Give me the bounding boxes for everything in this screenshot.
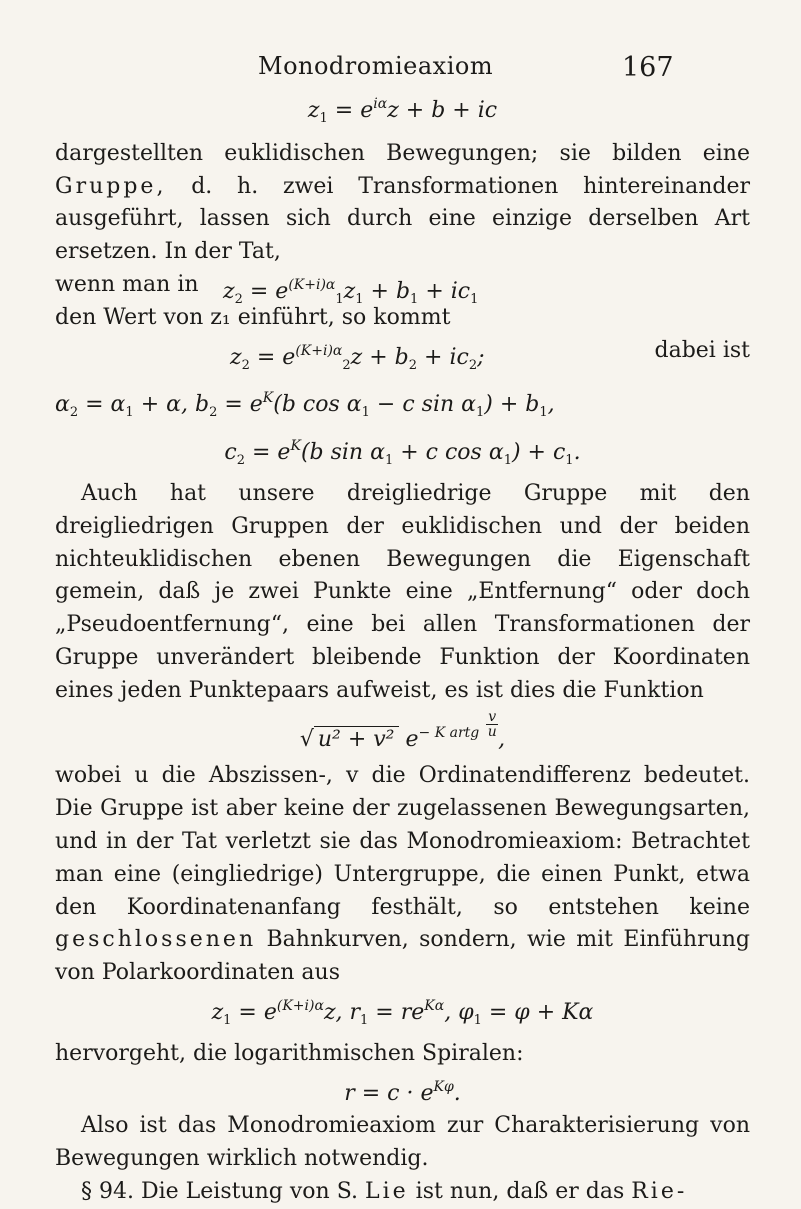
equation-z2-result: $z_2 = e^{(K+i)\alpha}_2z + b_2 + ic_2$; xyxy=(230,342,485,373)
equation-z2-substitution: $z_2 = e^{(K+i)\alpha}_1z_1 + b_1 + ic_1$ xyxy=(223,276,479,307)
equation-distance-function: √ u² + v² $e^{- K artg}$ $\frac{v}{u}$, xyxy=(299,708,506,752)
equation-c2: $c_2 = e^K(b$ $\sin \alpha_1 + c$ $\cos \alpha_1) + c_1$. xyxy=(224,438,581,469)
paragraph-2: Auch hat unsere dreigliedrige Gruppe mit den dreigliedrigen Gruppen der euklidischen und der beiden nichteuklidischen ebenen Bewegungen die Eigenschaft gemein, daß je zwei Punkte eine „Entfernung“ oder doch „Pseudoentfernung“, eine bei allen Transformationen der Gruppe unverändert bleibende Funktion der Koordinaten eines jeden Punktepaars aufweist, es ist dies die Funktion xyxy=(55,480,750,703)
equation-alpha-b: $\alpha_2 = \alpha_1 + \alpha$, $b_2 = e^K(b$ $\cos \alpha_1 - c$ $\sin \alpha_1) + b_1$, xyxy=(55,390,555,421)
page-number: 167 xyxy=(622,52,674,83)
section-94: § 94. Die Leistung von S. Lie ist nun, daß er das Rie- xyxy=(81,1178,688,1204)
running-title: Monodromieaxiom xyxy=(258,52,494,80)
paragraph-1: dargestellten euklidischen Bewegungen; sie bilden eine Gruppe, d. h. zwei Transformationen hintereinander ausgeführt, lassen sich durch eine einzige derselben Art ersetzen. In der Tat, xyxy=(55,140,750,265)
paragraph-3: wobei u die Abszissen-, v die Ordinatendifferenz bedeutet. Die Gruppe ist aber keine der zugelassenen Bewegungsarten, und in der Tat verletzt sie das Monodromieaxiom: Betrachtet man eine (eingliedrige) Untergruppe, die einen Punkt, etwa den Koordinatenanfang festhält, so entstehen keine geschlossenen Bahnkurven, sondern, wie mit Einführung von Polarkoordinaten aus xyxy=(55,763,751,986)
line-wenn-man-in: wenn man in $z_2 = e^{(K+i)\alpha}_1z_1 + b_1 + ic_1$ xyxy=(55,269,750,302)
page-header xyxy=(0,50,801,84)
page-body xyxy=(55,88,750,1209)
equation-polar: $z_1 = e^{(K+i)\alpha}z$, $r_1 = re^{K\alpha}$, $\varphi_1 = \varphi + K\alpha$ xyxy=(211,997,594,1028)
paragraph-4: hervorgeht, die logarithmischen Spiralen: xyxy=(55,1040,524,1066)
line-den-wert: den Wert von z₁ einführt, so kommt xyxy=(55,304,451,330)
equation-z1: $z_1 = e^{i\alpha}z + b$ + ic xyxy=(307,96,498,126)
exponent-fraction: $\frac{v}{u}$ xyxy=(487,708,497,740)
paragraph-5: Also ist das Monodromieaxiom zur Charakterisierung von Bewegungen wirklich notwendig. xyxy=(55,1113,750,1172)
dabei-ist: dabei ist xyxy=(654,337,750,363)
equation-spiral: $r = c \cdot e^{K\varphi}$. xyxy=(344,1078,461,1106)
line-equation-z2 xyxy=(55,335,750,383)
